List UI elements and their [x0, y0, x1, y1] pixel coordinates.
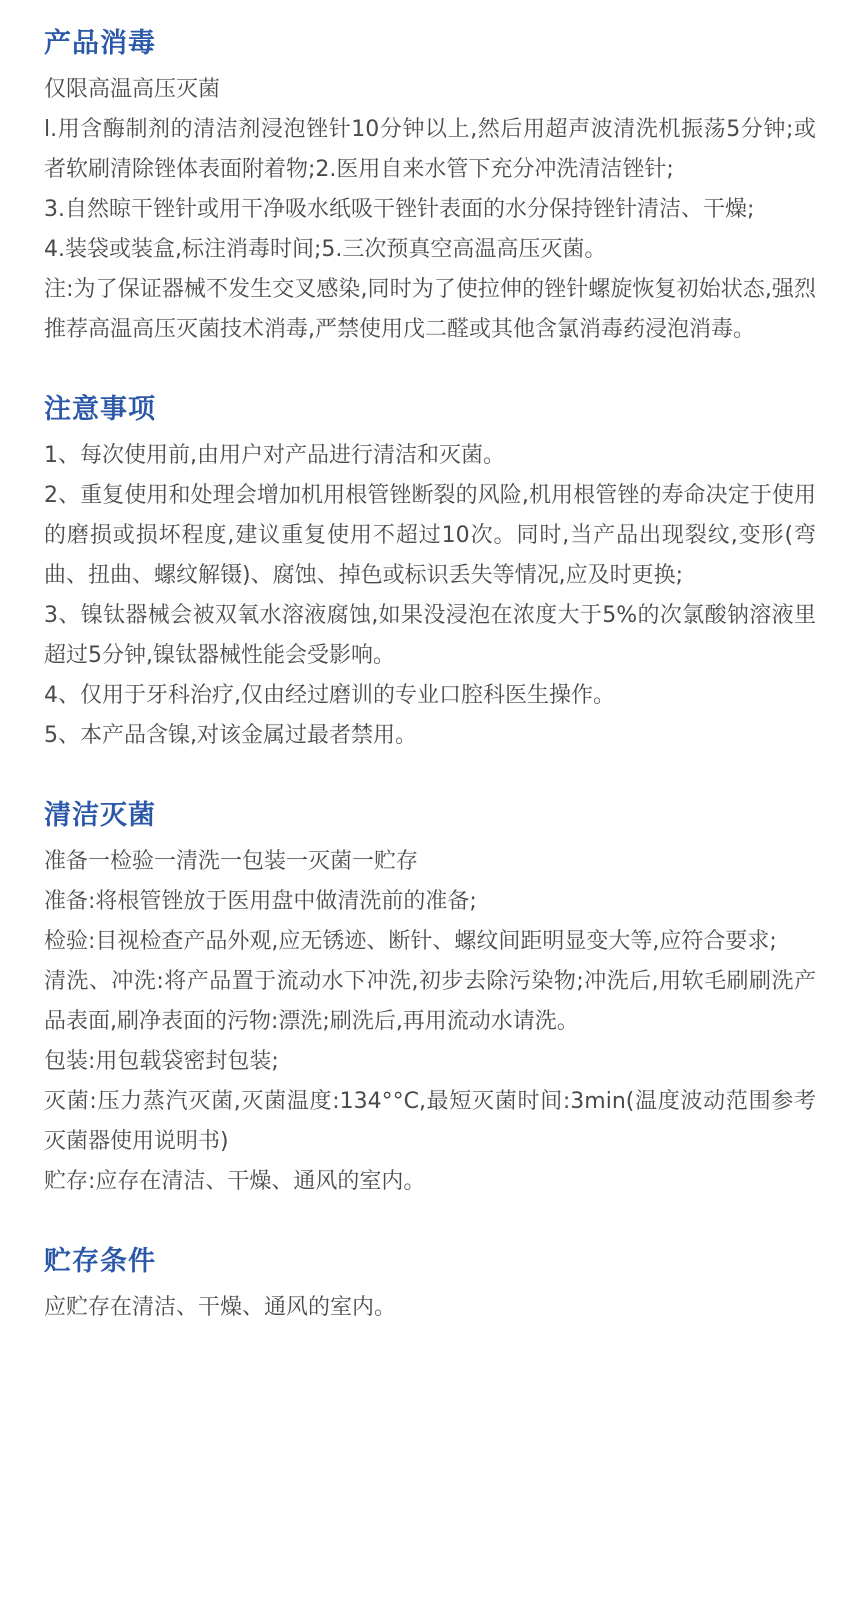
paragraph: 检验:目视检查产品外观,应无锈迹、断针、螺纹间距明显变大等,应符合要求; [44, 929, 777, 954]
paragraph: 应贮存在清洁、干燥、通风的室内。 [44, 1295, 397, 1320]
paragraph: 灭菌:压力蒸汽灭菌,灭菌温度:134°°C,最短灭菌时间:3min(温度波动范围参考灭菌器使用说明书) [44, 1089, 816, 1154]
paragraph: 注:为了保证器械不发生交叉感染,同时为了使拉伸的锉针螺旋恢复初始状态,强烈推荐高温高压灭菌技术消毒,严禁使用戊二醛或其他含氯消毒药浸泡消毒。 [44, 277, 816, 342]
section-spacer [44, 756, 816, 794]
paragraph: 清洗、冲洗:将产品置于流动水下冲洗,初步去除污染物;冲洗后,用软毛刷刷洗产品表面,刷净表面的污物:漂洗;刷洗后,再用流动水请洗。 [44, 969, 816, 1034]
section-body [44, 842, 816, 1202]
paragraph: 准备一检验一清洗一包装一灭菌一贮存 [44, 849, 419, 874]
paragraph: 5、本产品含镍,对该金属过最者禁用。 [44, 723, 417, 748]
section-precautions [44, 388, 816, 756]
section-body [44, 1288, 816, 1328]
paragraph: 包装:用包载袋密封包装; [44, 1049, 279, 1074]
paragraph: 2、重复使用和处理会增加机用根管锉断裂的风险,机用根管锉的寿命决定于使用的磨损或损坏程度,建议重复使用不超过10次。同时,当产品出现裂纹,变形(弯曲、扭曲、螺纹解镊)、腐蚀、掉色或标识丢失等情况,应及时更换; [44, 483, 816, 588]
section-spacer [44, 1202, 816, 1240]
paragraph: l.用含酶制剂的清洁剂浸泡锉针10分钟以上,然后用超声波清洗机振荡5分钟;或者软刷清除锉体表面附着物;2.医用自来水管下充分冲洗清洁锉针; [44, 117, 816, 182]
paragraph: 3、镍钛器械会被双氧水溶液腐蚀,如果没浸泡在浓度大于5%的次氯酸钠溶液里超过5分钟,镍钛器械性能会受影响。 [44, 603, 816, 668]
paragraph: 3.自然晾干锉针或用干净吸水纸吸干锉针表面的水分保持锉针清洁、干燥; [44, 197, 755, 222]
section-body [44, 436, 816, 756]
section-cleaning-sterilization [44, 794, 816, 1202]
section-title: 注意事项 [44, 394, 156, 425]
paragraph: 4.装袋或装盒,标注消毒时间;5.三次预真空高温高压灭菌。 [44, 237, 607, 262]
section-title: 清洁灭菌 [44, 800, 156, 831]
paragraph: 1、每次使用前,由用户对产品进行清洁和灭菌。 [44, 443, 505, 468]
paragraph: 准备:将根管锉放于医用盘中做清洗前的准备; [44, 889, 477, 914]
section-title: 贮存条件 [44, 1246, 156, 1277]
section-storage-conditions [44, 1240, 816, 1328]
paragraph: 仅限高温高压灭菌 [44, 77, 221, 102]
paragraph: 4、仅用于牙科治疗,仅由经过磨训的专业口腔科医生操作。 [44, 683, 615, 708]
paragraph: 贮存:应存在清洁、干燥、通风的室内。 [44, 1169, 426, 1194]
section-body [44, 70, 816, 350]
section-product-disinfection [44, 22, 816, 350]
section-spacer [44, 350, 816, 388]
section-title: 产品消毒 [44, 28, 156, 59]
